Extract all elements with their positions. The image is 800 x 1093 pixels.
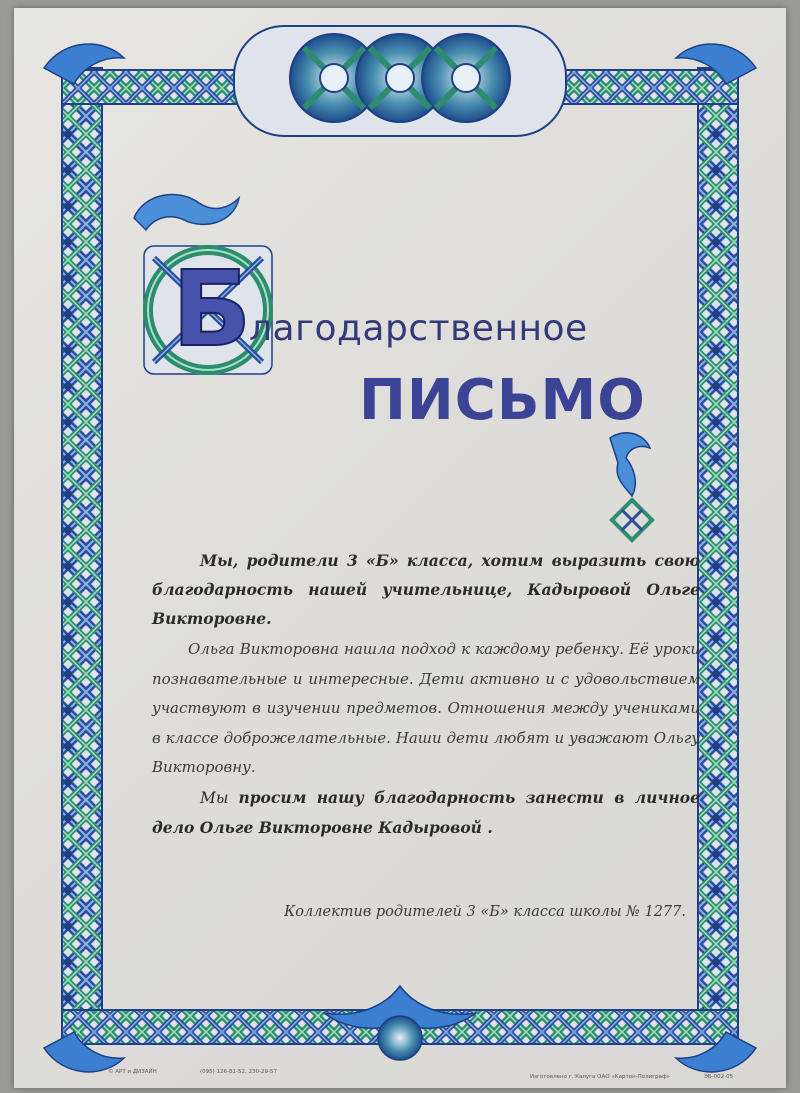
footer-code: ЭБ-002-05 bbox=[704, 1074, 734, 1080]
letter-body bbox=[152, 546, 700, 843]
title-line1: лагодарственное bbox=[249, 308, 588, 349]
paragraph-2: Ольга Викторовна нашла подход к каждому ребенку. Её уроки познавательные и интересные. Дети активно и с удовольствием участвуют в изучении предметов. Отношения между учениками в классе доброжелательные. Наши дети любят и уважают Ольгу Викторовну. bbox=[152, 640, 700, 776]
top-ornament bbox=[234, 26, 566, 136]
bottom-ornament bbox=[324, 986, 476, 1060]
paragraph-1: Мы, родители 3 «Б» класса, хотим выразить свою благодарность нашей учительнице, Кадыровой Ольге Викторовне. bbox=[152, 551, 700, 628]
title-initial: Б bbox=[172, 248, 252, 370]
paragraph-3 bbox=[152, 783, 700, 843]
footer-left: © АРТ и ДИЗАЙН bbox=[108, 1069, 157, 1075]
title-drop-ornament bbox=[610, 433, 652, 540]
signature: Коллектив родителей 3 «Б» класса школы № 1277. bbox=[284, 904, 686, 920]
title-line2: ПИСЬМО bbox=[359, 368, 646, 433]
paragraph-3-end: . bbox=[481, 817, 493, 837]
border-left bbox=[62, 68, 102, 1028]
certificate-sheet bbox=[14, 8, 786, 1088]
border-right bbox=[698, 68, 738, 1028]
paragraph-3-bold: просим нашу благодарность занести в личное дело Ольге Викторовне Кадыровой bbox=[152, 787, 701, 837]
footer-right: Изготовлено г. Калуга ОАО «Картон-Полиграф» bbox=[530, 1074, 671, 1080]
paragraph-3-start: Мы bbox=[200, 788, 239, 807]
footer-center: (095) 126-81-52, 230-29-57 bbox=[200, 1069, 277, 1075]
